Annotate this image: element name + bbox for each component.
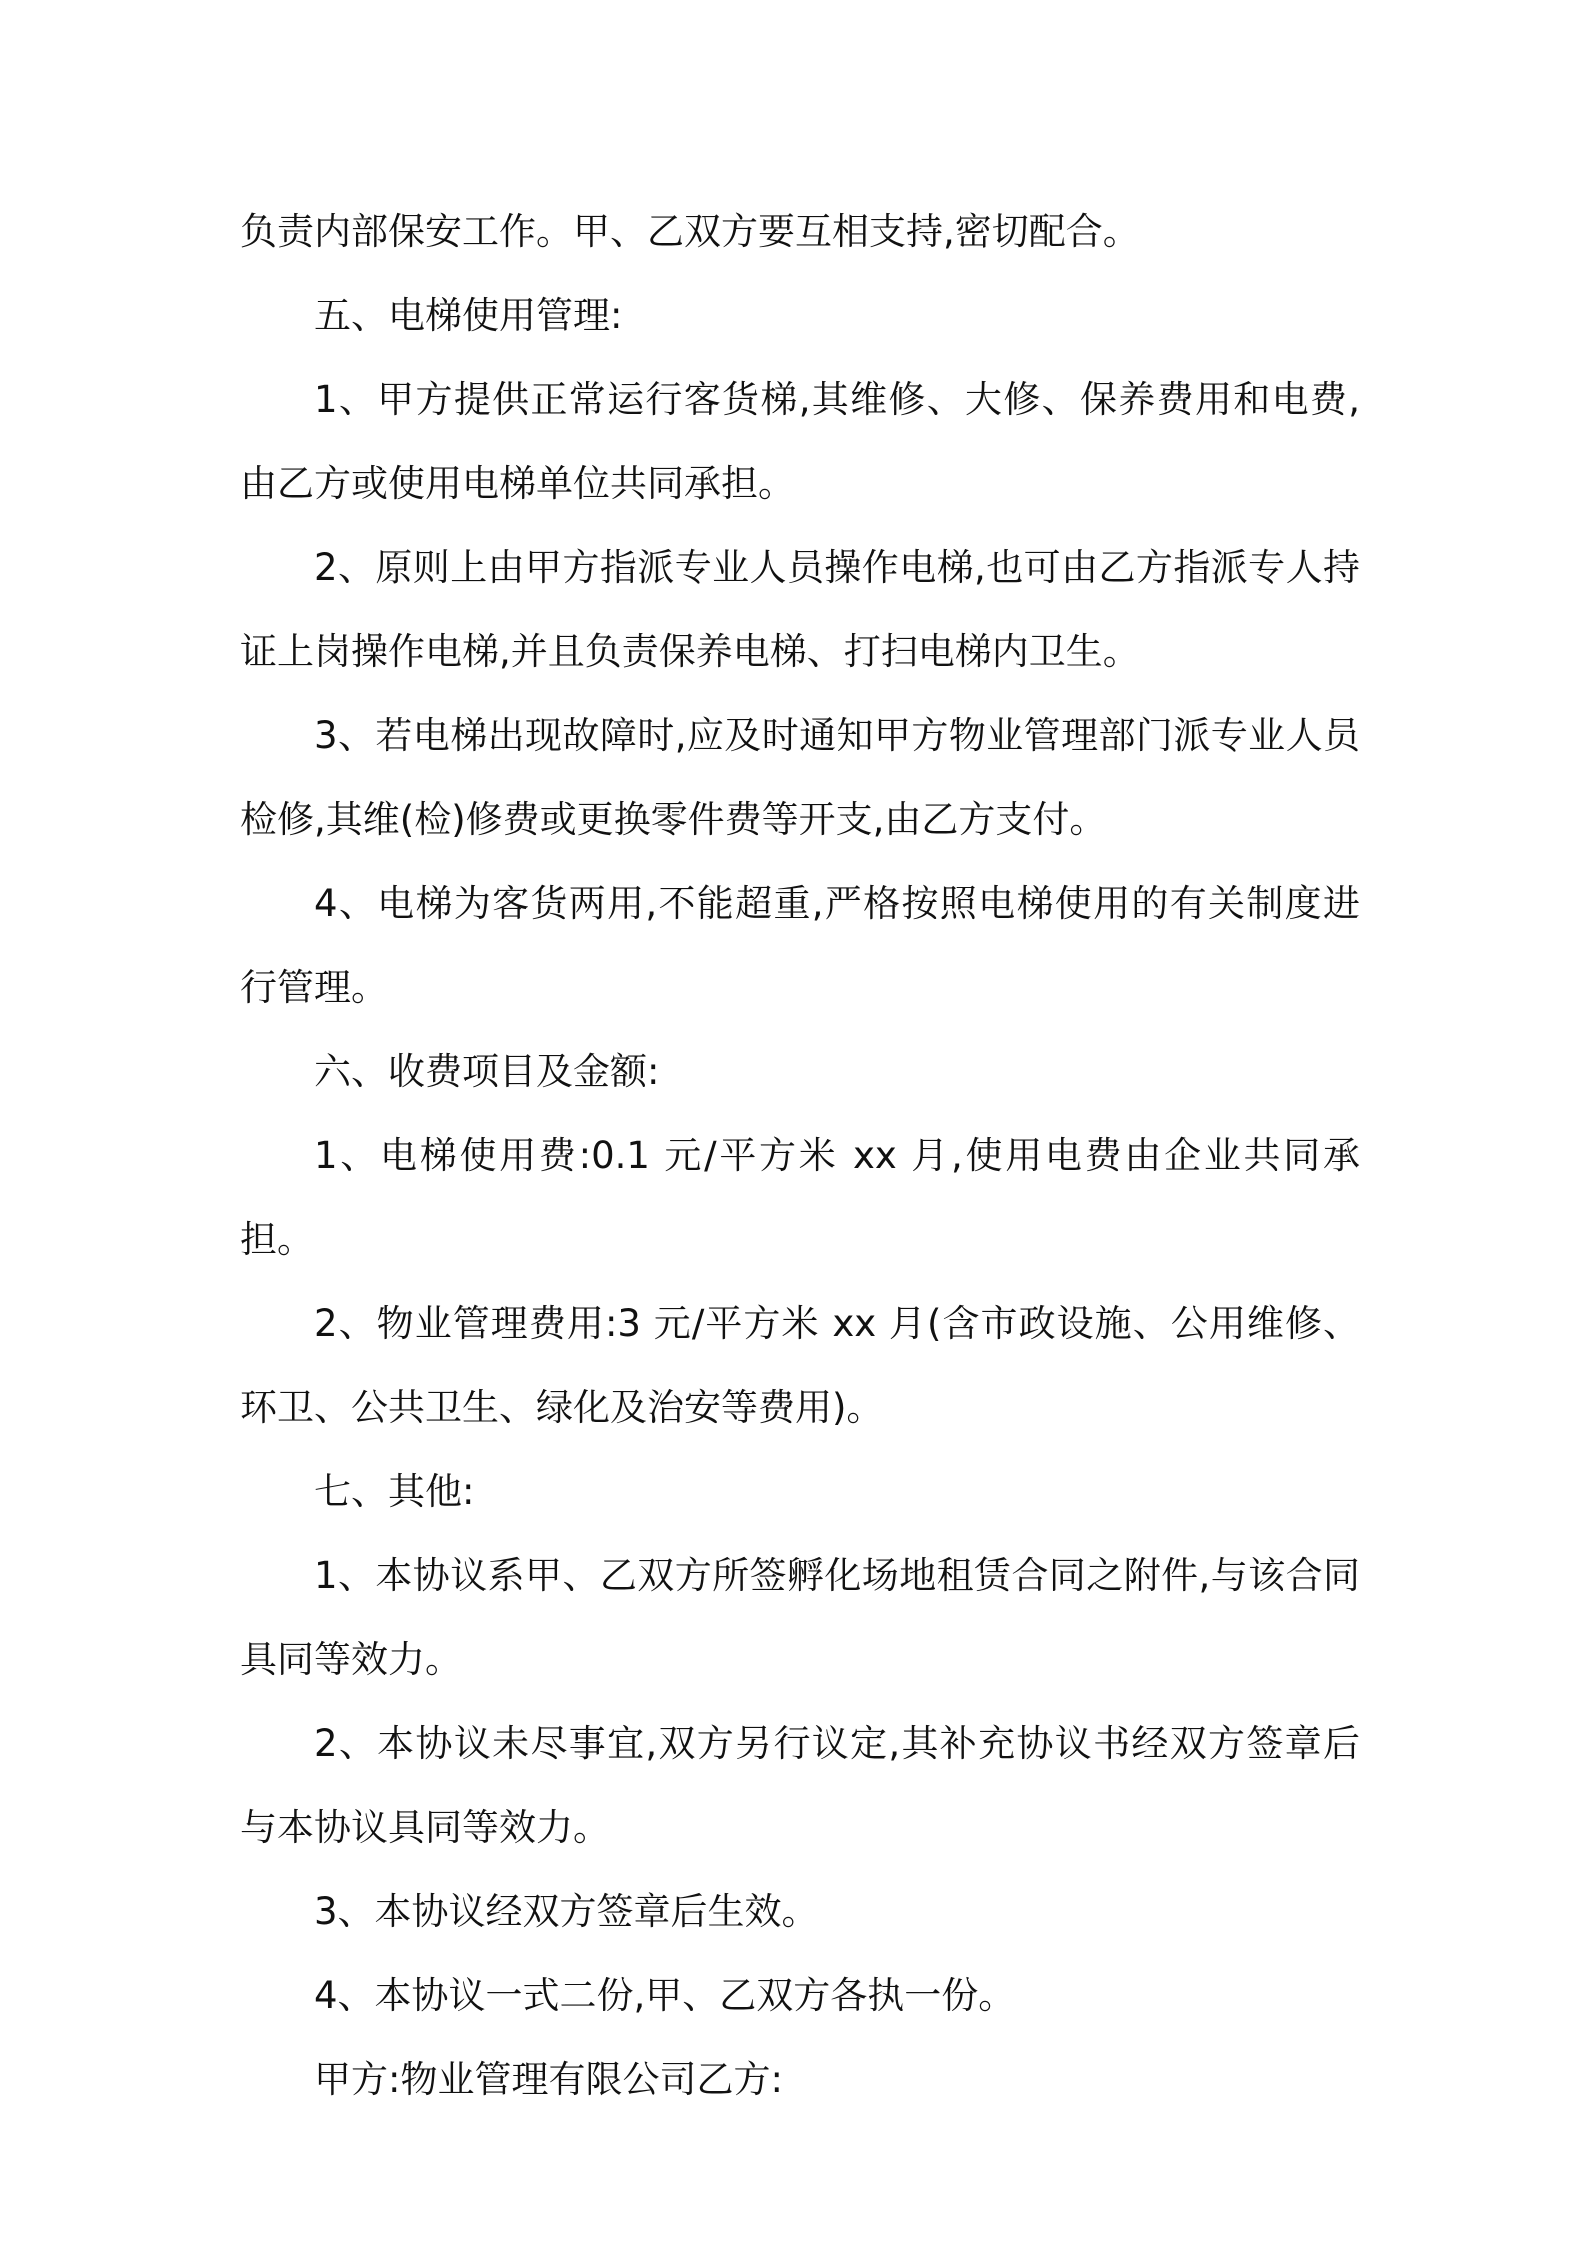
paragraph-other-item-4: 4、本协议一式二份,甲、乙双方各执一份。 [314,1974,1016,2017]
paragraph-fee-item-2: 2、物业管理费用:3 元/平方米 xx 月(含市政设施、公用维修、环卫、公共卫生、绿化及治安等费用)。 [240,1302,1360,1429]
section-heading-elevator-management: 五、电梯使用管理: [314,294,623,337]
paragraph-elevator-item-1: 1、甲方提供正常运行客货梯,其维修、大修、保养费用和电费,由乙方或使用电梯单位共同承担。 [240,378,1360,505]
section-heading-other: 七、其他: [314,1470,475,1513]
section-heading-fees: 六、收费项目及金额: [314,1050,660,1093]
paragraph-elevator-item-3: 3、若电梯出现故障时,应及时通知甲方物业管理部门派专业人员检修,其维(检)修费或更换零件费等开支,由乙方支付。 [240,714,1360,841]
document-page [240,190,1360,2122]
paragraph-security-continuation: 负责内部保安工作。甲、乙双方要互相支持,密切配合。 [240,210,1140,253]
signature-line: 甲方:物业管理有限公司乙方: [314,2058,783,2101]
paragraph-fee-item-1: 1、电梯使用费:0.1 元/平方米 xx 月,使用电费由企业共同承担。 [240,1134,1360,1261]
paragraph-other-item-1: 1、本协议系甲、乙双方所签孵化场地租赁合同之附件,与该合同具同等效力。 [240,1554,1360,1681]
paragraph-other-item-3: 3、本协议经双方签章后生效。 [314,1890,819,1933]
paragraph-elevator-item-2: 2、原则上由甲方指派专业人员操作电梯,也可由乙方指派专人持证上岗操作电梯,并且负责保养电梯、打扫电梯内卫生。 [240,546,1360,673]
paragraph-elevator-item-4: 4、电梯为客货两用,不能超重,严格按照电梯使用的有关制度进行管理。 [240,882,1360,1009]
paragraph-other-item-2: 2、本协议未尽事宜,双方另行议定,其补充协议书经双方签章后与本协议具同等效力。 [240,1722,1360,1849]
